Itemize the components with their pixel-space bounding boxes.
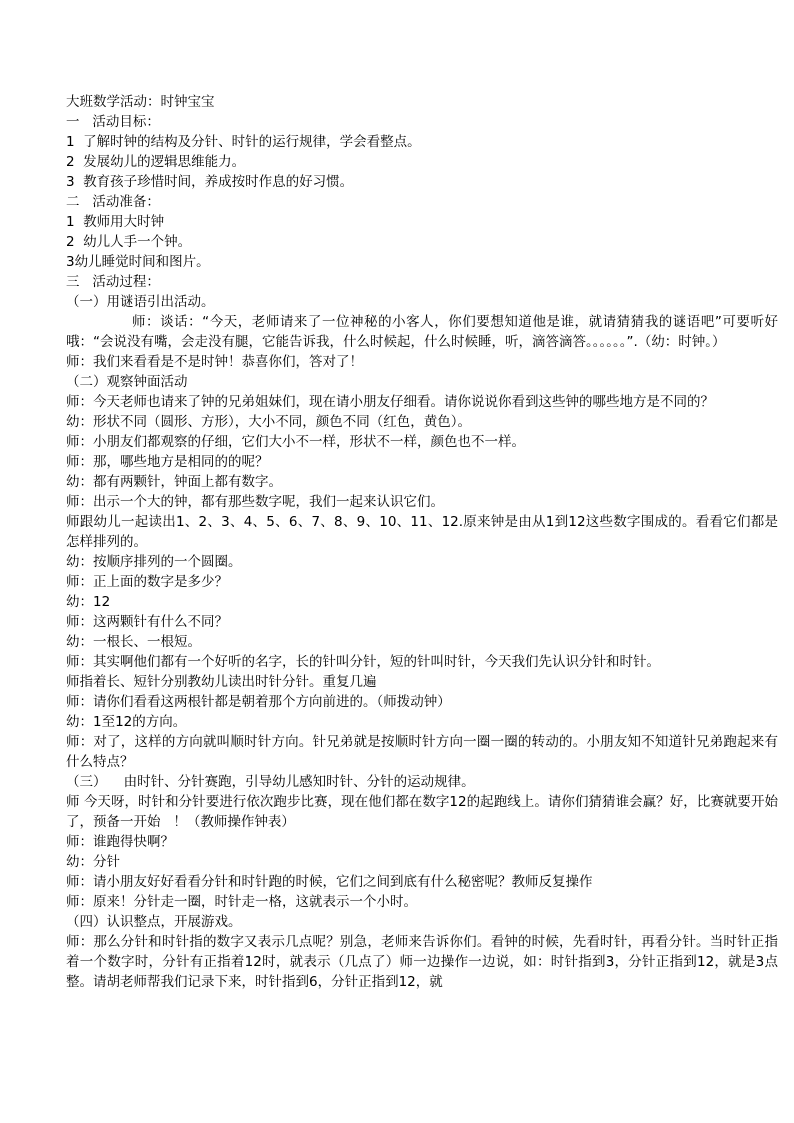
document-title: 大班数学活动：时钟宝宝 <box>66 94 215 110</box>
paragraph: 师：请小朋友好好看看分针和时针跑的时候，它们之间到底有什么秘密呢？教师反复操作 <box>66 874 593 890</box>
paragraph: 师：谈话：“今天，老师请来了一位神秘的小客人，你们要想知道他是谁，就请猜猜我的谜语吧”可要听好哦：“会说没有嘴，会走没有腿，它能告诉我，什么时候起，什么时候睡，听，滴答滴答。。。。。。”.（幼：时钟。） <box>66 314 778 350</box>
list-item: 2 幼儿人手一个钟。 <box>66 234 192 250</box>
list-item: 3 教育孩子珍惜时间，养成按时作息的好习惯。 <box>66 174 354 190</box>
subsection-heading: （一）用谜语引出活动。 <box>66 294 215 310</box>
paragraph: 师：今天老师也请来了钟的兄弟姐妹们，现在请小朋友仔细看。请你说说你看到这些钟的哪些地方是不同的？ <box>66 394 714 410</box>
paragraph: 师：请你们看看这两根针都是朝着那个方向前进的。（师拨动钟） <box>66 694 451 710</box>
paragraph: 幼：一根长、一根短。 <box>66 634 201 650</box>
paragraph: 师：其实啊他们都有一个好听的名字，长的针叫分针，短的针叫时针，今天我们先认识分针和时针。 <box>66 654 660 670</box>
paragraph: 师：那，哪些地方是相同的的呢？ <box>66 454 269 470</box>
paragraph: 幼：分针 <box>66 854 120 870</box>
paragraph: 师跟幼儿一起读出1、2、3、4、5、6、7、8、9、10、11、12.原来钟是由从1到12这些数字围成的。看看它们都是怎样排列的。 <box>66 514 778 550</box>
paragraph: 师：原来！分针走一圈，时针走一格，这就表示一个小时。 <box>66 894 417 910</box>
list-item: 3幼儿睡觉时间和图片。 <box>66 254 210 270</box>
paragraph: 师：这两颗针有什么不同？ <box>66 614 228 630</box>
paragraph: 幼：都有两颗针，钟面上都有数字。 <box>66 474 282 490</box>
subsection-heading: （二）观察钟面活动 <box>66 374 188 390</box>
paragraph: 师 今天呀，时针和分针要进行依次跑步比赛，现在他们都在数字12的起跑线上。请你们猜猜谁会赢？好，比赛就要开始了，预备一开始 ！（教师操作钟表） <box>66 794 778 830</box>
paragraph: 师：小朋友们都观察的仔细，它们大小不一样，形状不一样，颜色也不一样。 <box>66 434 525 450</box>
subsection-heading: （三） 由时针、分针赛跑，引导幼儿感知时针、分针的运动规律。 <box>66 774 475 790</box>
section-heading: 一 活动目标： <box>66 114 160 130</box>
paragraph: 幼：12 <box>66 594 111 610</box>
paragraph: 幼：1至12的方向。 <box>66 714 187 730</box>
paragraph: 幼：形状不同（圆形、方形），大小不同，颜色不同（红色，黄色）。 <box>66 414 471 430</box>
list-item: 1 了解时钟的结构及分针、时针的运行规律，学会看整点。 <box>66 134 421 150</box>
paragraph: 师指着长、短针分别教幼儿读出时针分针。重复几遍 <box>66 674 377 690</box>
paragraph: 师：我们来看看是不是时钟！恭喜你们，答对了！ <box>66 354 363 370</box>
list-item: 2 发展幼儿的逻辑思维能力。 <box>66 154 246 170</box>
paragraph: 师：谁跑得快啊？ <box>66 834 174 850</box>
paragraph: 师：对了，这样的方向就叫顺时针方向。针兄弟就是按顺时针方向一圈一圈的转动的。小朋友知不知道针兄弟跑起来有什么特点？ <box>66 734 778 770</box>
paragraph: 师：出示一个大的钟，都有那些数字呢，我们一起来认识它们。 <box>66 494 444 510</box>
subsection-heading: （四）认识整点，开展游戏。 <box>66 914 242 930</box>
list-item: 1 教师用大时钟 <box>66 214 165 230</box>
section-heading: 三 活动过程： <box>66 274 160 290</box>
paragraph: 师：正上面的数字是多少？ <box>66 574 228 590</box>
document-page <box>66 92 778 992</box>
section-heading: 二 活动准备： <box>66 194 160 210</box>
paragraph: 师：那么分针和时针指的数字又表示几点呢？别急，老师来告诉你们。看钟的时候，先看时针，再看分针。当时针正指着一个数字时，分针有正指着12时，就表示（几点了）师一边操作一边说，如：时针指到3，分针正指到12，就是3点整。请胡老师帮我们记录下来，时针指到6，分针正指到12，就 <box>66 934 778 990</box>
paragraph: 幼：按顺序排列的一个圆圈。 <box>66 554 242 570</box>
